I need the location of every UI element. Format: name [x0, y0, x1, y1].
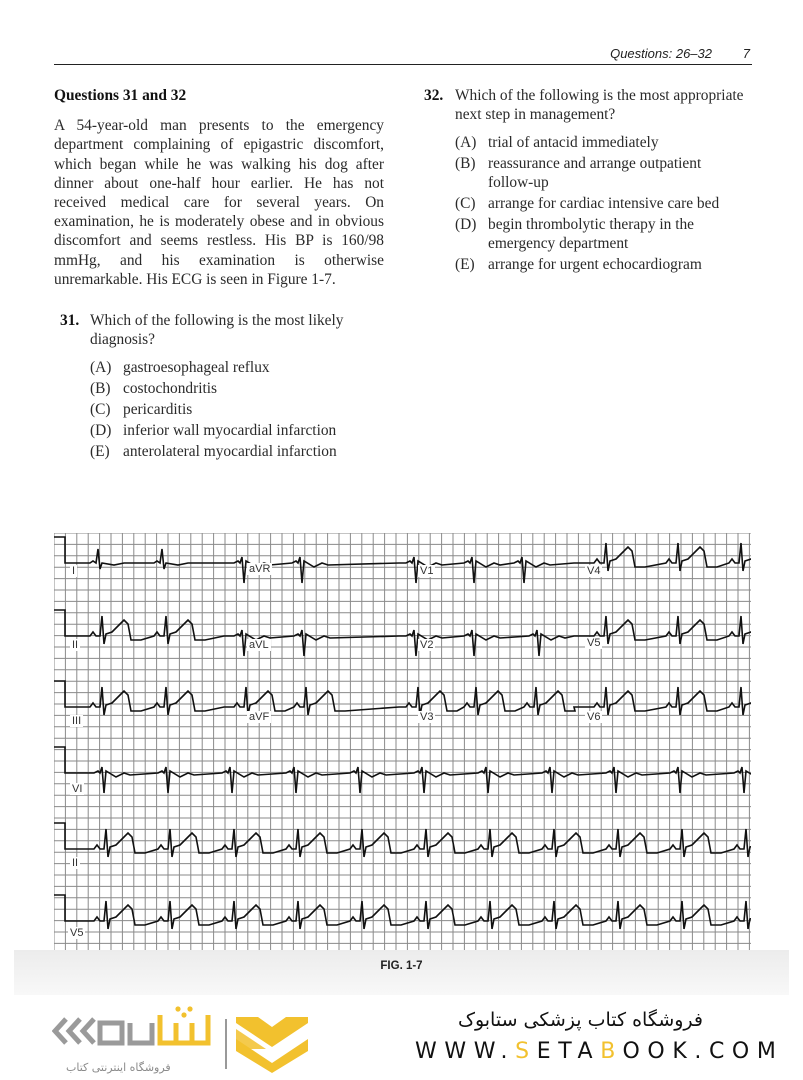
lead-label-V2: V2: [420, 639, 434, 651]
option-letter: (E): [455, 256, 475, 273]
lead-label-V1: V1: [420, 565, 434, 577]
answer-option-c[interactable]: [455, 194, 750, 213]
option-text: inferior wall myocardial infarction: [123, 421, 337, 439]
setabook-emblem-icon: [236, 1017, 308, 1073]
lead-label-aVR: aVR: [249, 563, 271, 575]
answer-option-a[interactable]: [455, 133, 750, 152]
lead-label-I: I: [72, 565, 76, 577]
answer-options: [455, 133, 750, 274]
url-part: ETA: [536, 1039, 601, 1064]
option-text: costochondritis: [123, 380, 218, 398]
question-number: 32.: [424, 87, 444, 104]
option-letter: (A): [90, 359, 112, 377]
logo-subtitle: فروشگاه اینترنتی کتاب: [66, 1061, 171, 1074]
option-text: gastroesophageal reflux: [123, 359, 270, 377]
option-text: reassurance and arrange outpatient follow-up: [488, 155, 702, 192]
option-letter: (C): [455, 195, 476, 213]
option-letter: (D): [455, 216, 477, 233]
running-head-title: Questions: 26–32: [610, 46, 712, 61]
answer-option-b[interactable]: [455, 154, 750, 192]
option-text: begin thrombolytic therapy in the emergency department: [488, 216, 695, 253]
answer-option-c[interactable]: [90, 400, 384, 419]
answer-option-b[interactable]: [90, 379, 384, 398]
lead-label-V5: V5: [587, 637, 601, 649]
lead-label-II-rhythm: II: [72, 857, 79, 869]
option-text: trial of antacid immediately: [488, 134, 659, 152]
setabook-wordmark-logo: [96, 1005, 212, 1055]
lead-label-V3: V3: [420, 711, 434, 723]
question-text: Which of the following is the most appropriate next step in management?: [455, 87, 744, 124]
option-text: anterolateral myocardial infarction: [123, 442, 337, 460]
question-text: Which of the following is the most likely diagnosis?: [90, 312, 344, 349]
store-url[interactable]: [415, 1039, 783, 1064]
url-highlight: S: [515, 1039, 537, 1064]
lead-label-II: II: [72, 639, 79, 651]
ecg-tracing: [54, 533, 751, 950]
answer-options: [90, 358, 384, 460]
url-part: OOK.COM: [622, 1039, 784, 1064]
question-31: [54, 311, 384, 461]
option-letter: (B): [455, 155, 476, 173]
lead-label-VI-rhythm: VI: [72, 783, 83, 795]
option-letter: (D): [90, 421, 112, 439]
answer-option-a[interactable]: [90, 358, 384, 377]
answer-option-d[interactable]: [90, 421, 384, 440]
lead-label-aVF: aVF: [249, 711, 270, 723]
right-column: [424, 86, 750, 276]
double-chevron-icon: [52, 1017, 96, 1045]
lead-label-V5-rhythm: V5: [70, 927, 84, 939]
lead-label-V4: V4: [587, 565, 601, 577]
option-text: arrange for cardiac intensive care bed: [488, 195, 720, 213]
answer-option-e[interactable]: [455, 255, 750, 274]
page-number: 7: [742, 46, 750, 61]
url-part: WWW.: [415, 1039, 516, 1064]
question-number: 31.: [60, 312, 80, 330]
option-text: pericarditis: [123, 401, 193, 419]
option-text: arrange for urgent echocardiogram: [488, 256, 702, 273]
answer-option-d[interactable]: [455, 215, 750, 253]
option-letter: (C): [90, 401, 111, 419]
lead-label-V6: V6: [587, 711, 601, 723]
ecg-figure: [54, 533, 751, 950]
lead-label-aVL: aVL: [249, 639, 269, 651]
question-32: [424, 86, 750, 274]
store-title: فروشگاه کتاب پزشکی ستابوک: [457, 1009, 703, 1031]
url-highlight: B: [600, 1039, 623, 1064]
answer-option-e[interactable]: [90, 442, 384, 461]
figure-caption: FIG. 1-7: [380, 960, 423, 972]
left-column: [54, 86, 384, 462]
logo-divider: [225, 1019, 227, 1069]
option-letter: (A): [455, 134, 477, 152]
section-heading: Questions 31 and 32: [54, 87, 187, 104]
figure-caption-band: [14, 950, 789, 995]
option-letter: (B): [90, 380, 111, 398]
footer-branding: [0, 995, 803, 1080]
option-letter: (E): [90, 442, 110, 460]
lead-label-III: III: [72, 715, 82, 727]
case-stem: A 54-year-old man presents to the emergency department complaining of epigastric discomfort, which began while he was walking his dog after dinner about one-half hour earlier. He has not received medical care for several years. On examination, he is moderately obese and in obvious discomfort and seems restless. His BP is 160/98 mmHg, and his examination is otherwise unremarkable. His ECG is seen in Figure 1-7.: [54, 117, 384, 288]
running-head: [54, 46, 752, 65]
